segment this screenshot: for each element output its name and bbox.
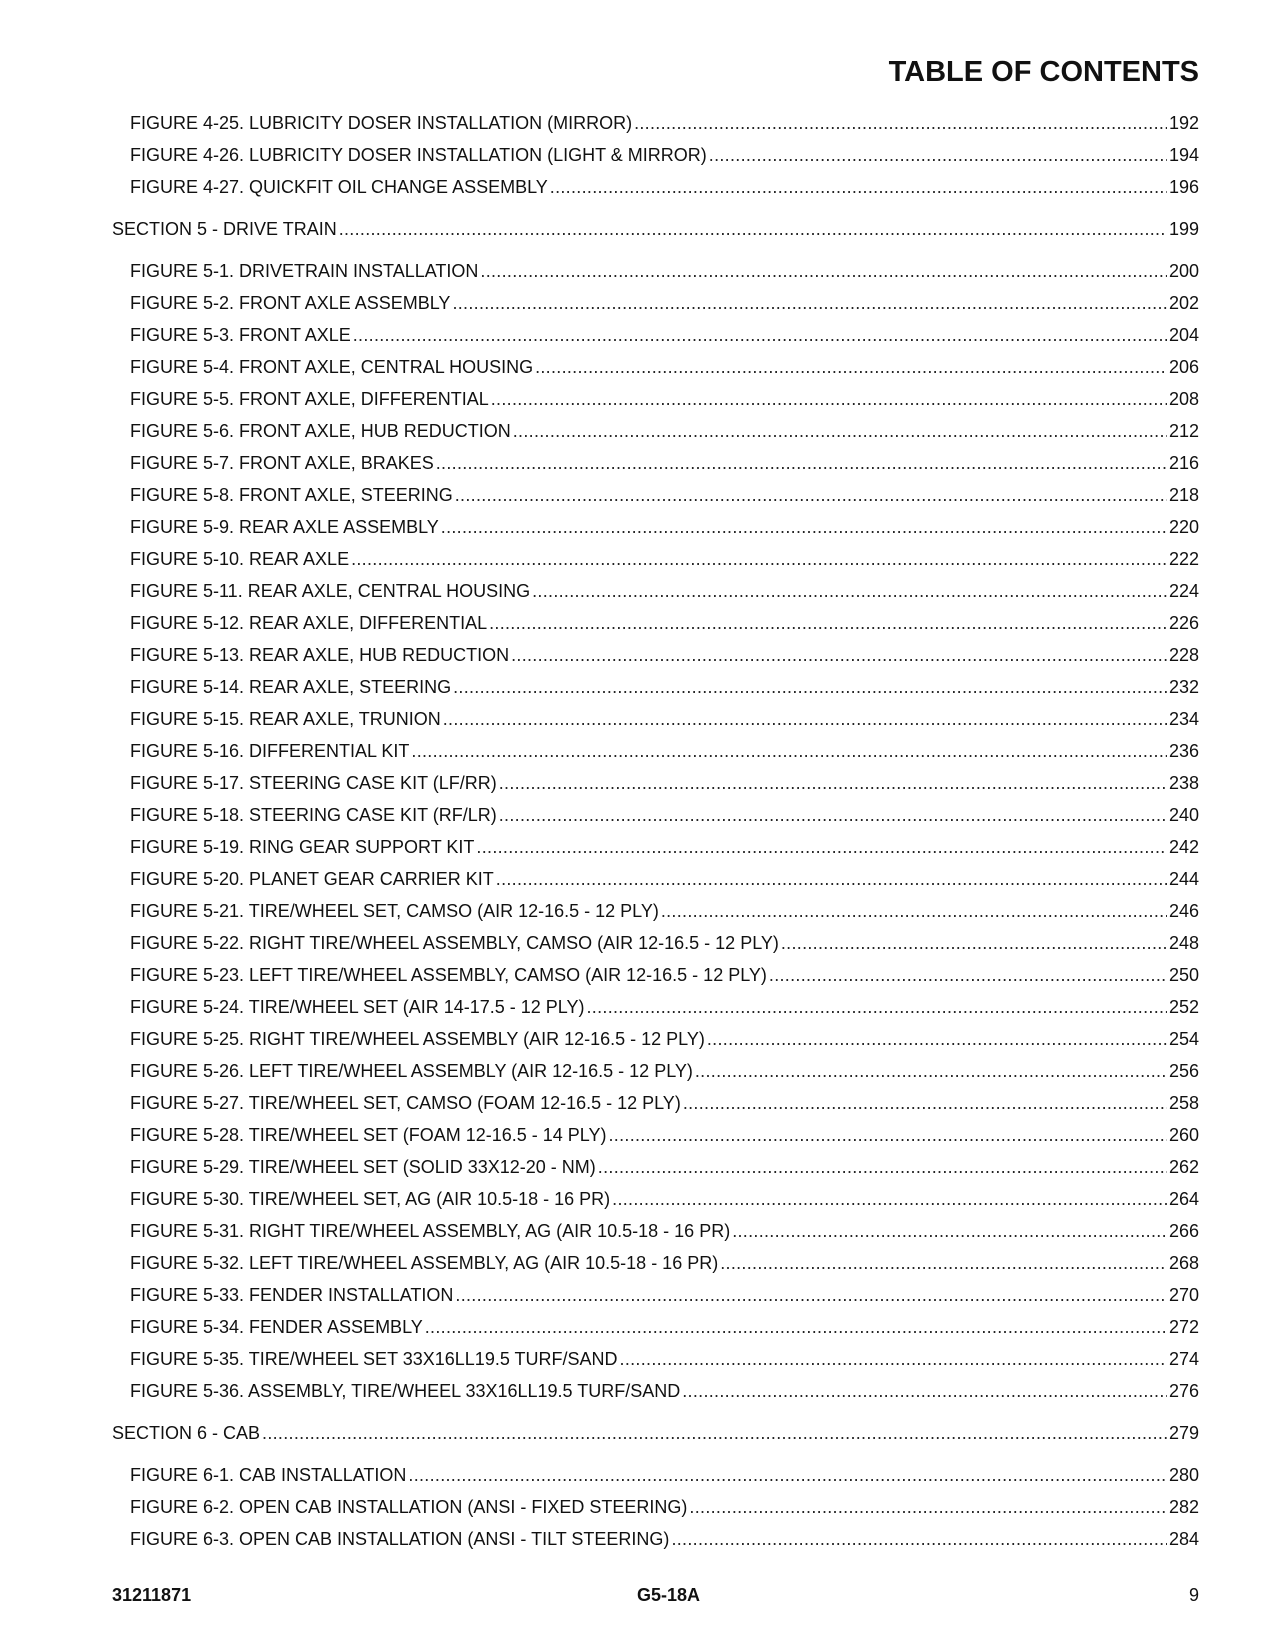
dot-leader bbox=[608, 1119, 1166, 1151]
toc-figure-entry[interactable] bbox=[112, 1247, 1199, 1279]
table-of-contents bbox=[112, 107, 1199, 1555]
toc-figure-entry[interactable] bbox=[112, 1055, 1199, 1087]
toc-entry-page: 226 bbox=[1168, 613, 1199, 633]
dot-leader bbox=[496, 863, 1167, 895]
toc-entry-label: FIGURE 5-26. LEFT TIRE/WHEEL ASSEMBLY (AIR 12-16.5 - 12 PLY) bbox=[130, 1061, 693, 1081]
dot-leader bbox=[480, 255, 1167, 287]
dot-leader bbox=[532, 575, 1167, 607]
dot-leader bbox=[453, 671, 1167, 703]
dot-leader bbox=[634, 107, 1167, 139]
toc-entry-label: FIGURE 4-26. LUBRICITY DOSER INSTALLATION (LIGHT & MIRROR) bbox=[130, 145, 707, 165]
dot-leader bbox=[491, 383, 1167, 415]
toc-entry-page: 256 bbox=[1168, 1061, 1199, 1081]
toc-entry-page: 260 bbox=[1168, 1125, 1199, 1145]
toc-figure-entry[interactable] bbox=[112, 927, 1199, 959]
dot-leader bbox=[499, 767, 1167, 799]
toc-figure-entry[interactable] bbox=[112, 351, 1199, 383]
toc-figure-entry[interactable] bbox=[112, 895, 1199, 927]
toc-entry-label: FIGURE 5-4. FRONT AXLE, CENTRAL HOUSING bbox=[130, 357, 534, 377]
toc-entry-page: 196 bbox=[1168, 177, 1199, 197]
toc-entry-page: 224 bbox=[1168, 581, 1199, 601]
dot-leader bbox=[535, 351, 1167, 383]
toc-entry-page: 204 bbox=[1168, 325, 1199, 345]
toc-entry-label: FIGURE 5-20. PLANET GEAR CARRIER KIT bbox=[130, 869, 494, 889]
dot-leader bbox=[452, 287, 1167, 319]
dot-leader bbox=[411, 735, 1167, 767]
toc-figure-entry[interactable] bbox=[112, 1491, 1199, 1523]
toc-entry-label: FIGURE 5-13. REAR AXLE, HUB REDUCTION bbox=[130, 645, 510, 665]
toc-entry-page: 222 bbox=[1168, 549, 1199, 569]
toc-entry-label: FIGURE 5-11. REAR AXLE, CENTRAL HOUSING bbox=[130, 581, 531, 601]
dot-leader bbox=[262, 1417, 1167, 1449]
toc-entry-label: FIGURE 5-29. TIRE/WHEEL SET (SOLID 33X12-20 - NM) bbox=[130, 1157, 596, 1177]
toc-figure-entry[interactable] bbox=[112, 1375, 1199, 1407]
dot-leader bbox=[707, 1023, 1167, 1055]
toc-entry-page: 208 bbox=[1168, 389, 1199, 409]
toc-entry-page: 244 bbox=[1168, 869, 1199, 889]
toc-entry-label: FIGURE 6-3. OPEN CAB INSTALLATION (ANSI - TILT STEERING) bbox=[130, 1529, 670, 1549]
toc-entry-label: FIGURE 5-2. FRONT AXLE ASSEMBLY bbox=[130, 293, 451, 313]
toc-figure-entry[interactable] bbox=[112, 1459, 1199, 1491]
toc-entry-page: 202 bbox=[1168, 293, 1199, 313]
toc-entry-label: FIGURE 5-8. FRONT AXLE, STEERING bbox=[130, 485, 453, 505]
toc-entry-label: FIGURE 5-35. TIRE/WHEEL SET 33X16LL19.5 TURF/SAND bbox=[130, 1349, 618, 1369]
toc-entry-page: 264 bbox=[1168, 1189, 1199, 1209]
toc-entry-page: 234 bbox=[1168, 709, 1199, 729]
dot-leader bbox=[476, 831, 1167, 863]
toc-entry-page: 228 bbox=[1168, 645, 1199, 665]
toc-figure-entry[interactable] bbox=[112, 671, 1199, 703]
toc-entry-page: 282 bbox=[1168, 1497, 1199, 1517]
toc-figure-entry[interactable] bbox=[112, 319, 1199, 351]
dot-leader bbox=[682, 1375, 1167, 1407]
toc-figure-entry[interactable] bbox=[112, 1023, 1199, 1055]
dot-leader bbox=[455, 1279, 1167, 1311]
toc-figure-entry[interactable] bbox=[112, 543, 1199, 575]
toc-entry-label: FIGURE 5-7. FRONT AXLE, BRAKES bbox=[130, 453, 434, 473]
toc-entry-page: 270 bbox=[1168, 1285, 1199, 1305]
toc-figure-entry[interactable] bbox=[112, 479, 1199, 511]
toc-entry-label: FIGURE 6-2. OPEN CAB INSTALLATION (ANSI - FIXED STEERING) bbox=[130, 1497, 688, 1517]
dot-leader bbox=[661, 895, 1167, 927]
dot-leader bbox=[612, 1183, 1167, 1215]
dot-leader bbox=[425, 1311, 1167, 1343]
toc-figure-entry[interactable] bbox=[112, 1215, 1199, 1247]
toc-entry-page: 252 bbox=[1168, 997, 1199, 1017]
toc-entry-label: FIGURE 5-24. TIRE/WHEEL SET (AIR 14-17.5 - 12 PLY) bbox=[130, 997, 585, 1017]
toc-entry-page: 246 bbox=[1168, 901, 1199, 921]
toc-entry-page: 242 bbox=[1168, 837, 1199, 857]
toc-entry-label: FIGURE 5-31. RIGHT TIRE/WHEEL ASSEMBLY, AG (AIR 10.5-18 - 16 PR) bbox=[130, 1221, 731, 1241]
toc-entry-label: FIGURE 5-18. STEERING CASE KIT (RF/LR) bbox=[130, 805, 497, 825]
toc-entry-label: FIGURE 5-3. FRONT AXLE bbox=[130, 325, 351, 345]
toc-entry-page: 199 bbox=[1168, 219, 1199, 239]
toc-entry-label: FIGURE 5-9. REAR AXLE ASSEMBLY bbox=[130, 517, 439, 537]
toc-entry-label: FIGURE 4-27. QUICKFIT OIL CHANGE ASSEMBLY bbox=[130, 177, 548, 197]
toc-figure-entry[interactable] bbox=[112, 447, 1199, 479]
toc-entry-label: SECTION 5 - DRIVE TRAIN bbox=[112, 219, 337, 239]
toc-entry-page: 218 bbox=[1168, 485, 1199, 505]
toc-figure-entry[interactable] bbox=[112, 991, 1199, 1023]
dot-leader bbox=[586, 991, 1166, 1023]
dot-leader bbox=[436, 447, 1167, 479]
toc-section-entry[interactable] bbox=[112, 213, 1199, 245]
toc-entry-page: 276 bbox=[1168, 1381, 1199, 1401]
dot-leader bbox=[441, 511, 1167, 543]
toc-entry-label: FIGURE 6-1. CAB INSTALLATION bbox=[130, 1465, 407, 1485]
toc-entry-label: FIGURE 5-36. ASSEMBLY, TIRE/WHEEL 33X16LL19.5 TURF/SAND bbox=[130, 1381, 681, 1401]
toc-entry-page: 274 bbox=[1168, 1349, 1199, 1369]
dot-leader bbox=[489, 607, 1167, 639]
dot-leader bbox=[443, 703, 1167, 735]
toc-entry-label: FIGURE 5-21. TIRE/WHEEL SET, CAMSO (AIR 12-16.5 - 12 PLY) bbox=[130, 901, 659, 921]
toc-entry-label: FIGURE 5-16. DIFFERENTIAL KIT bbox=[130, 741, 410, 761]
toc-entry-label: FIGURE 5-25. RIGHT TIRE/WHEEL ASSEMBLY (AIR 12-16.5 - 12 PLY) bbox=[130, 1029, 705, 1049]
toc-figure-entry[interactable] bbox=[112, 511, 1199, 543]
toc-figure-entry[interactable] bbox=[112, 1523, 1199, 1555]
toc-figure-entry[interactable] bbox=[112, 1311, 1199, 1343]
toc-entry-page: 254 bbox=[1168, 1029, 1199, 1049]
toc-entry-page: 220 bbox=[1168, 517, 1199, 537]
toc-figure-entry[interactable] bbox=[112, 959, 1199, 991]
toc-entry-label: FIGURE 5-12. REAR AXLE, DIFFERENTIAL bbox=[130, 613, 488, 633]
toc-entry-label: FIGURE 5-10. REAR AXLE bbox=[130, 549, 350, 569]
dot-leader bbox=[709, 139, 1167, 171]
dot-leader bbox=[720, 1247, 1167, 1279]
toc-entry-page: 216 bbox=[1168, 453, 1199, 473]
toc-entry-page: 236 bbox=[1168, 741, 1199, 761]
toc-figure-entry[interactable] bbox=[112, 735, 1199, 767]
toc-entry-page: 262 bbox=[1168, 1157, 1199, 1177]
dot-leader bbox=[689, 1491, 1167, 1523]
toc-entry-page: 238 bbox=[1168, 773, 1199, 793]
toc-entry-label: FIGURE 5-23. LEFT TIRE/WHEEL ASSEMBLY, CAMSO (AIR 12-16.5 - 12 PLY) bbox=[130, 965, 767, 985]
toc-figure-entry[interactable] bbox=[112, 607, 1199, 639]
dot-leader bbox=[769, 959, 1167, 991]
toc-entry-page: 272 bbox=[1168, 1317, 1199, 1337]
toc-figure-entry[interactable] bbox=[112, 255, 1199, 287]
toc-entry-label: FIGURE 5-17. STEERING CASE KIT (LF/RR) bbox=[130, 773, 497, 793]
dot-leader bbox=[353, 319, 1167, 351]
toc-entry-label: FIGURE 5-19. RING GEAR SUPPORT KIT bbox=[130, 837, 475, 857]
toc-entry-label: FIGURE 5-34. FENDER ASSEMBLY bbox=[130, 1317, 423, 1337]
toc-entry-page: 279 bbox=[1168, 1423, 1199, 1443]
dot-leader bbox=[550, 171, 1167, 203]
toc-entry-page: 248 bbox=[1168, 933, 1199, 953]
toc-entry-label: FIGURE 5-30. TIRE/WHEEL SET, AG (AIR 10.5-18 - 16 PR) bbox=[130, 1189, 611, 1209]
toc-figure-entry[interactable] bbox=[112, 1151, 1199, 1183]
dot-leader bbox=[408, 1459, 1167, 1491]
toc-entry-label: FIGURE 5-14. REAR AXLE, STEERING bbox=[130, 677, 452, 697]
toc-entry-label: FIGURE 5-5. FRONT AXLE, DIFFERENTIAL bbox=[130, 389, 489, 409]
toc-figure-entry[interactable] bbox=[112, 1119, 1199, 1151]
dot-leader bbox=[695, 1055, 1167, 1087]
dot-leader bbox=[455, 479, 1167, 511]
dot-leader bbox=[499, 799, 1167, 831]
toc-entry-page: 266 bbox=[1168, 1221, 1199, 1241]
toc-entry-label: FIGURE 5-27. TIRE/WHEEL SET, CAMSO (FOAM 12-16.5 - 12 PLY) bbox=[130, 1093, 681, 1113]
toc-entry-page: 232 bbox=[1168, 677, 1199, 697]
toc-figure-entry[interactable] bbox=[112, 639, 1199, 671]
dot-leader bbox=[620, 1343, 1167, 1375]
toc-entry-page: 212 bbox=[1168, 421, 1199, 441]
dot-leader bbox=[513, 415, 1167, 447]
toc-figure-entry[interactable] bbox=[112, 1279, 1199, 1311]
dot-leader bbox=[351, 543, 1167, 575]
toc-entry-page: 250 bbox=[1168, 965, 1199, 985]
toc-entry-page: 280 bbox=[1168, 1465, 1199, 1485]
dot-leader bbox=[339, 213, 1167, 245]
toc-entry-page: 258 bbox=[1168, 1093, 1199, 1113]
toc-section-entry[interactable] bbox=[112, 1417, 1199, 1449]
toc-figure-entry[interactable] bbox=[112, 415, 1199, 447]
toc-figure-entry[interactable] bbox=[112, 863, 1199, 895]
toc-figure-entry[interactable] bbox=[112, 703, 1199, 735]
toc-entry-page: 268 bbox=[1168, 1253, 1199, 1273]
toc-entry-page: 192 bbox=[1168, 113, 1199, 133]
toc-entry-label: FIGURE 5-32. LEFT TIRE/WHEEL ASSEMBLY, AG (AIR 10.5-18 - 16 PR) bbox=[130, 1253, 719, 1273]
document-number: 31211871 bbox=[112, 1585, 192, 1605]
toc-figure-entry[interactable] bbox=[112, 1343, 1199, 1375]
toc-entry-label: SECTION 6 - CAB bbox=[112, 1423, 261, 1443]
toc-entry-label: FIGURE 5-6. FRONT AXLE, HUB REDUCTION bbox=[130, 421, 511, 441]
toc-entry-label: FIGURE 4-25. LUBRICITY DOSER INSTALLATION (MIRROR) bbox=[130, 113, 633, 133]
toc-figure-entry[interactable] bbox=[112, 1087, 1199, 1119]
toc-entry-page: 240 bbox=[1168, 805, 1199, 825]
dot-leader bbox=[683, 1087, 1167, 1119]
toc-entry-page: 284 bbox=[1168, 1529, 1199, 1549]
toc-entry-label: FIGURE 5-15. REAR AXLE, TRUNION bbox=[130, 709, 441, 729]
toc-entry-label: FIGURE 5-33. FENDER INSTALLATION bbox=[130, 1285, 454, 1305]
page-title: TABLE OF CONTENTS bbox=[888, 56, 1199, 88]
toc-figure-entry[interactable] bbox=[112, 1183, 1199, 1215]
toc-figure-entry[interactable] bbox=[112, 139, 1199, 171]
toc-figure-entry[interactable] bbox=[112, 107, 1199, 139]
toc-figure-entry[interactable] bbox=[112, 171, 1199, 203]
dot-leader bbox=[511, 639, 1167, 671]
toc-figure-entry[interactable] bbox=[112, 383, 1199, 415]
toc-entry-label: FIGURE 5-1. DRIVETRAIN INSTALLATION bbox=[130, 261, 479, 281]
page-number: 9 bbox=[1188, 1585, 1199, 1605]
dot-leader bbox=[598, 1151, 1167, 1183]
toc-figure-entry[interactable] bbox=[112, 287, 1199, 319]
toc-figure-entry[interactable] bbox=[112, 767, 1199, 799]
toc-entry-page: 194 bbox=[1168, 145, 1199, 165]
page-footer bbox=[112, 1585, 1199, 1609]
toc-entry-label: FIGURE 5-28. TIRE/WHEEL SET (FOAM 12-16.5 - 14 PLY) bbox=[130, 1125, 607, 1145]
dot-leader bbox=[671, 1523, 1167, 1555]
toc-figure-entry[interactable] bbox=[112, 799, 1199, 831]
toc-entry-label: FIGURE 5-22. RIGHT TIRE/WHEEL ASSEMBLY, CAMSO (AIR 12-16.5 - 12 PLY) bbox=[130, 933, 779, 953]
toc-figure-entry[interactable] bbox=[112, 831, 1199, 863]
toc-entry-page: 200 bbox=[1168, 261, 1199, 281]
dot-leader bbox=[732, 1215, 1167, 1247]
model-name: G5-18A bbox=[637, 1585, 701, 1605]
toc-entry-page: 206 bbox=[1168, 357, 1199, 377]
toc-figure-entry[interactable] bbox=[112, 575, 1199, 607]
dot-leader bbox=[781, 927, 1167, 959]
